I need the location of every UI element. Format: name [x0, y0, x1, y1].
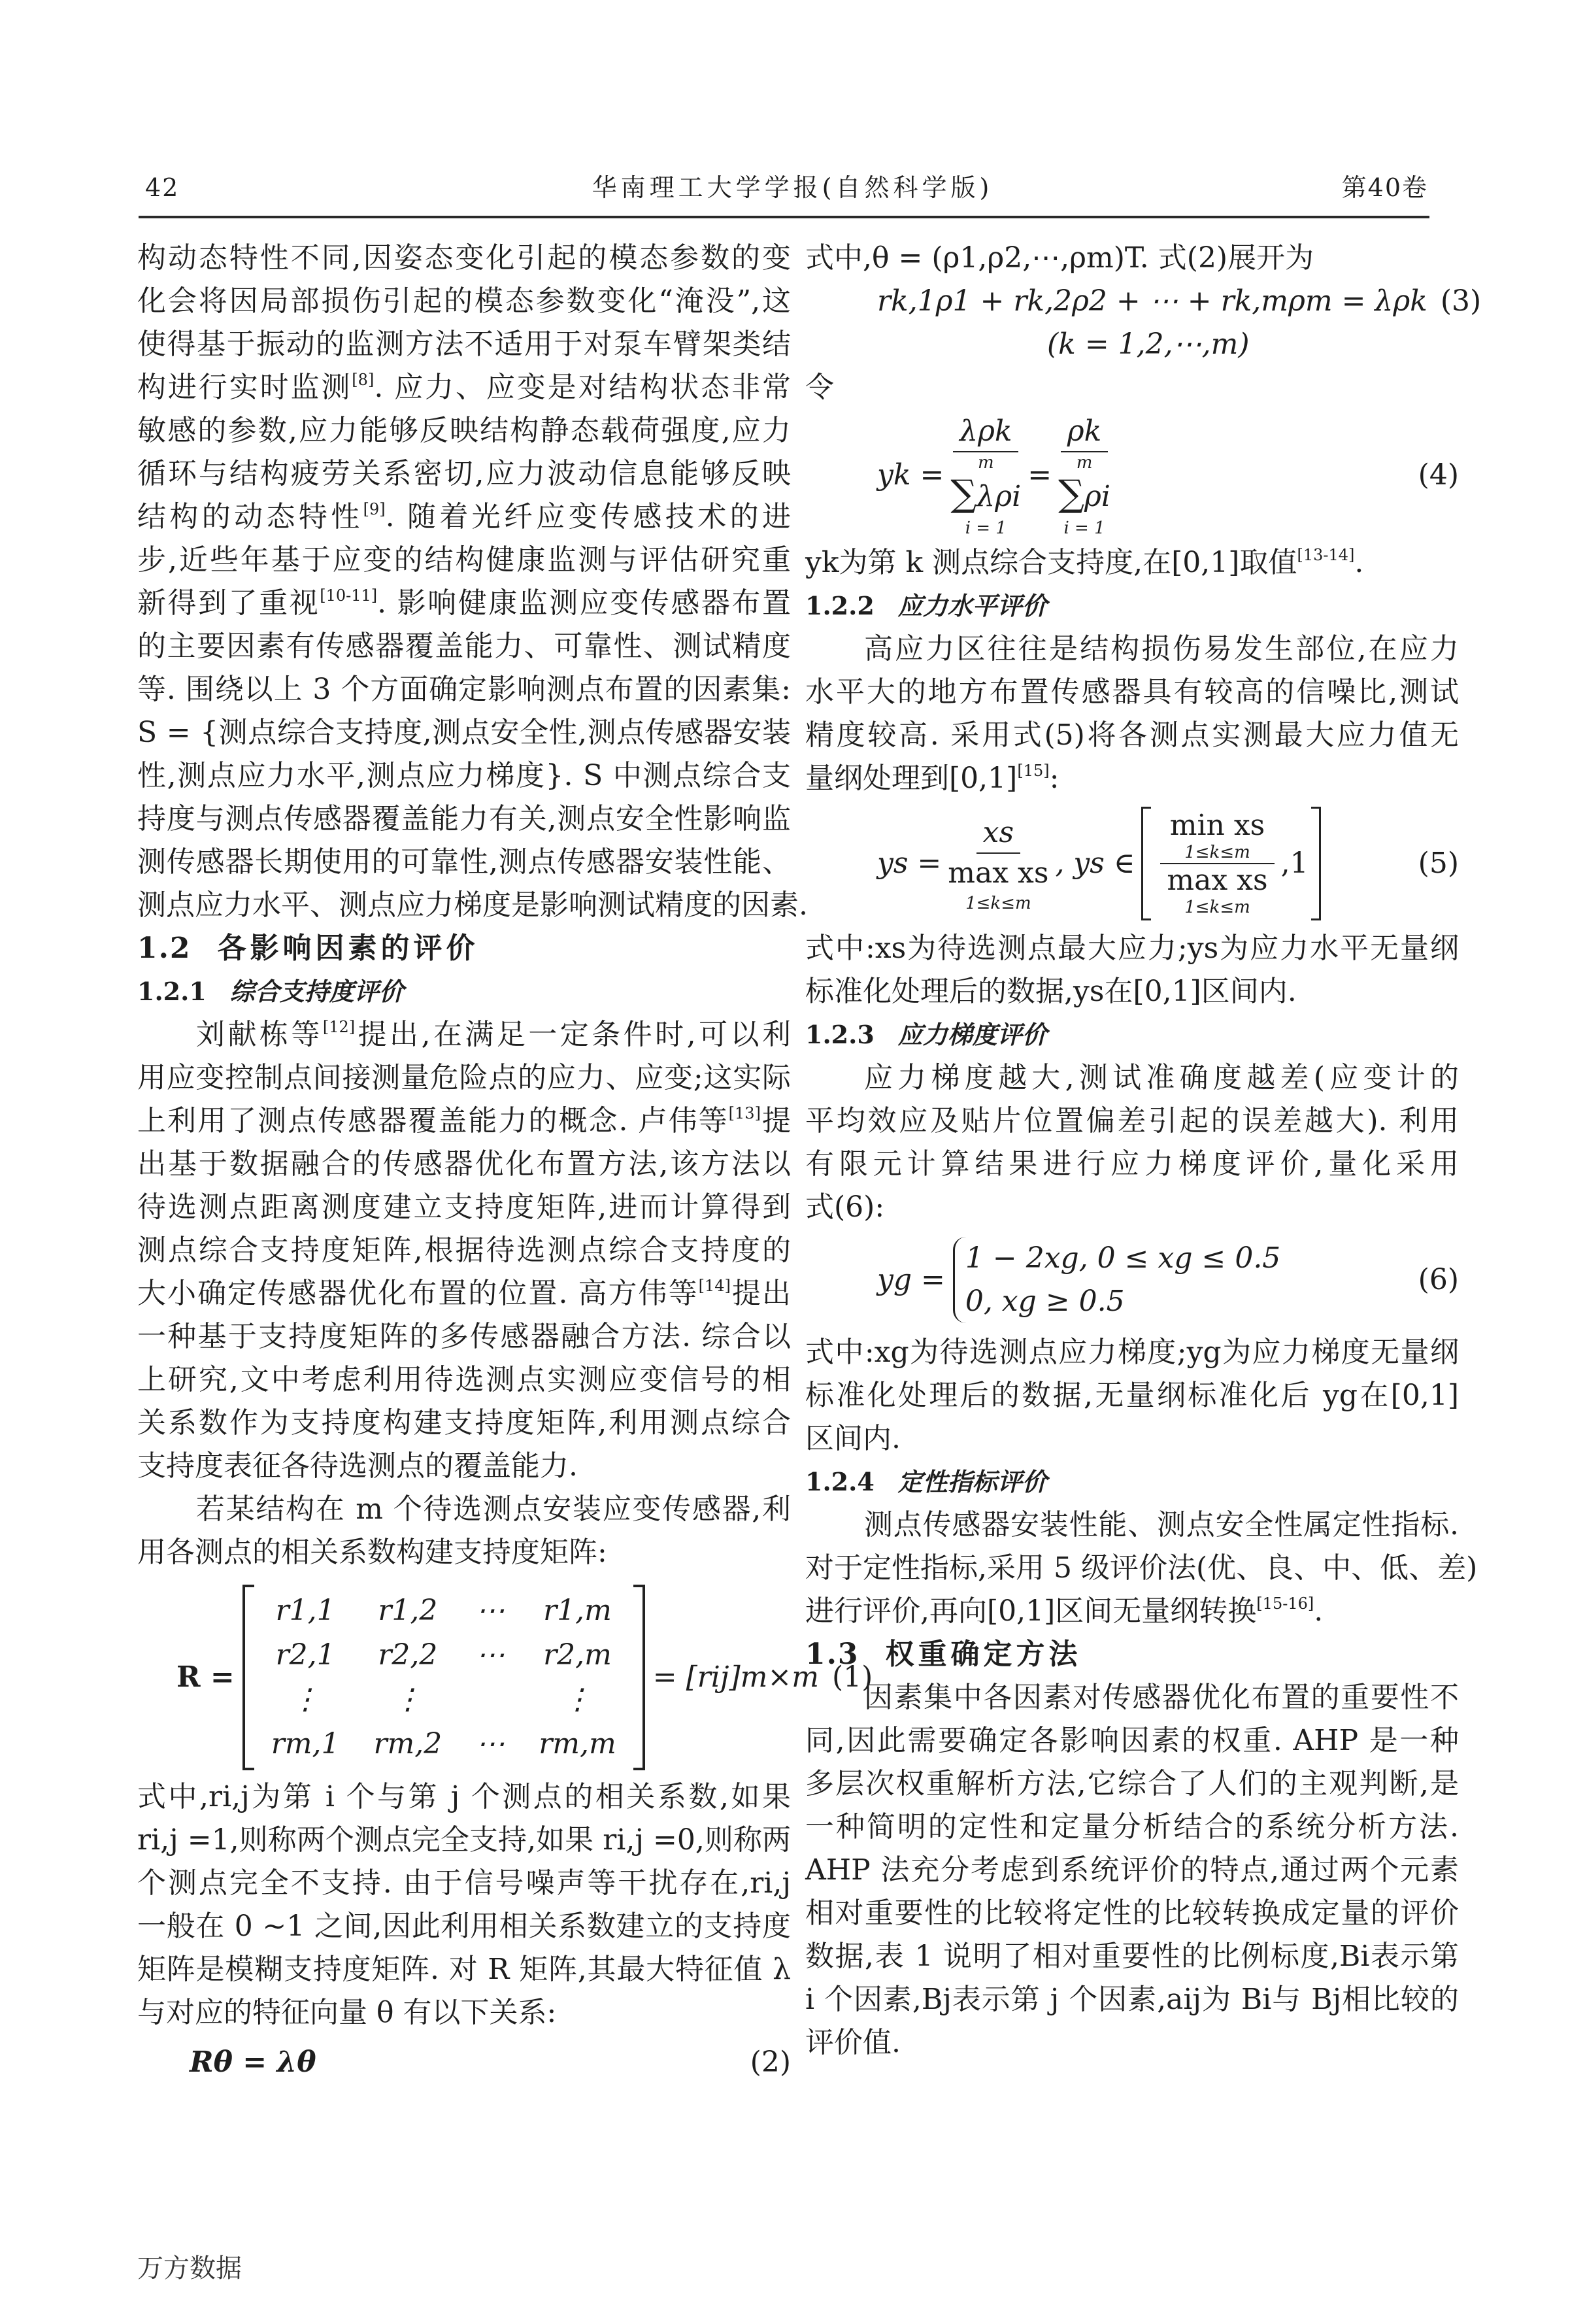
piecewise-cases — [953, 1237, 1280, 1323]
fraction — [1058, 412, 1110, 539]
section-heading-1-3: 1.3 权重确定方法 — [805, 1638, 1082, 1671]
text-line: i 个因素,Bj表示第 j 个因素,aij为 Bi与 Bj相比较的 — [805, 1983, 1459, 2016]
text-line: 步,近些年基于应变的结构健康监测与评估研究重 — [137, 543, 791, 577]
text-line: 测点传感器安装性能、测点安全性属定性指标. — [864, 1508, 1459, 1541]
text-line: 同,因此需要确定各影响因素的权重. AHP 是一种 — [805, 1724, 1459, 1757]
equation-1 — [137, 1585, 873, 1770]
section-heading-1-2-4: 1.2.4 定性指标评价 — [805, 1467, 1047, 1496]
text-line: 出基于数据融合的传感器优化布置方法,该方法以 — [137, 1147, 791, 1181]
text-line: 持度与测点传感器覆盖能力有关,测点安全性影响监 — [137, 802, 791, 835]
text-line: 等. 围绕以上 3 个方面确定影响测点布置的因素集: — [137, 673, 791, 706]
equation-4: yk = λρk m ∑λρi i = 1 = ρk m ∑ρi i = 1 (4) — [805, 412, 1459, 539]
volume-label: 第40卷 — [1341, 173, 1428, 202]
equation-5 — [805, 807, 1459, 920]
text-line: 高应力区往往是结构损伤易发生部位,在应力 — [864, 632, 1459, 665]
denominator: ρi — [1084, 480, 1110, 513]
right-column — [805, 237, 1482, 2064]
interval-upper: ,1 — [1280, 847, 1309, 880]
text-line: 标准化处理后的数据,ys在[0,1]区间内. — [805, 975, 1297, 1008]
sum-upper-limit: m — [977, 453, 994, 473]
numerator: min xs — [1169, 809, 1265, 842]
equation-number: (1) — [831, 1660, 873, 1694]
text-line: 一种简明的定性和定量分析结合的系统分析方法. — [805, 1810, 1459, 1844]
text-line: 式中,ri,j为第 i 个与第 j 个测点的相关系数,如果 — [137, 1780, 791, 1813]
text-line: 式(6): — [805, 1190, 885, 1224]
text-line: 数据,表 1 说明了相对重要性的比例标度,Bi表示第 — [805, 1940, 1459, 1973]
case-row: 0, xg ≥ 0.5 — [965, 1285, 1125, 1318]
equation-expr: rk,1ρ1 + rk,2ρ2 + ⋯ + rk,mρm = λρk — [877, 284, 1427, 318]
equation-2 — [137, 2041, 791, 2084]
denominator: max xs — [1160, 863, 1274, 897]
text-line: S = {测点综合支持度,测点安全性,测点传感器安装 — [137, 716, 791, 749]
text-line: 支持度表征各待选测点的覆盖能力. — [137, 1449, 578, 1483]
denominator: λρi — [976, 480, 1022, 513]
fraction — [948, 813, 1048, 914]
text-line: 与对应的特征向量 θ 有以下关系: — [137, 1996, 557, 2029]
citation[interactable]: [15] — [1017, 762, 1050, 780]
equation-lhs: R = — [176, 1660, 235, 1694]
text-line: 平均效应及贴片位置偏差引起的误差越大). 利用 — [805, 1104, 1459, 1137]
fraction — [950, 412, 1021, 539]
text-line: 上利用了测点传感器覆盖能力的概念. 卢伟等[13]提 — [137, 1104, 791, 1137]
paragraph — [805, 1056, 1459, 1229]
equation-lhs: ys = — [877, 847, 942, 880]
sum-lower-limit: i = 1 — [965, 518, 1007, 538]
text-line: 多层次权重解析方法,它综合了人们的主观判断,是 — [805, 1767, 1459, 1800]
citation[interactable]: [9] — [363, 500, 386, 518]
text-line: 关系数作为支持度构建支持度矩阵,利用测点综合 — [137, 1406, 791, 1440]
citation[interactable]: [12] — [322, 1018, 356, 1036]
text-line — [137, 496, 791, 539]
index-range: 1≤k≤m — [965, 894, 1031, 913]
text-line: 应力梯度越大,测试准确度越差(应变计的 — [864, 1061, 1459, 1094]
text-line: 矩阵是模糊支持度矩阵. 对 R 矩阵,其最大特征值 λ — [137, 1953, 791, 1986]
citation[interactable]: [13] — [728, 1104, 761, 1122]
sigma-icon: ∑ — [950, 473, 977, 515]
text-line: 式中:xg为待选测点应力梯度;yg为应力梯度无量纲 — [805, 1336, 1459, 1369]
index-range: 1≤k≤m — [1184, 843, 1250, 862]
text-line: 一般在 0 ~1 之间,因此利用相关系数建立的支持度 — [137, 1910, 791, 1943]
text-line — [137, 366, 791, 409]
text-line: 对于定性指标,采用 5 级评价法(优、良、中、低、差) — [805, 1551, 1478, 1585]
equation-rhs: = [rij]m×m — [652, 1660, 819, 1694]
text-line: 用各测点的相关系数构建支持度矩阵: — [137, 1536, 607, 1569]
matrix-r: r1,1 r1,2 ⋯ r1,m r2,1 r2,2 ⋯ r2,m ⋮ ⋮ ⋮ rm,1 rm,2 ⋯ rm,m — [242, 1585, 645, 1770]
index-range: 1≤k≤m — [1184, 898, 1250, 917]
section-heading-1-2-1: 1.2.1 综合支持度评价 — [137, 977, 404, 1006]
text-line — [137, 582, 791, 625]
section-heading-1-2-2: 1.2.2 应力水平评价 — [805, 591, 1047, 620]
text-line: 测点应力水平、测点应力梯度是影响测试精度的因素. — [137, 888, 808, 922]
text-line: 区间内. — [805, 1422, 901, 1455]
watermark-footer: 万方数据 — [137, 2253, 242, 2283]
equation-lhs: yk = — [877, 458, 944, 492]
paragraph — [805, 1504, 1478, 1633]
text-line: 上研究,文中考虑利用待选测点实测应变信号的相 — [137, 1363, 791, 1396]
citation[interactable]: [15-16] — [1256, 1594, 1314, 1613]
text-line: 有限元计算结果进行应力梯度评价,量化采用 — [805, 1147, 1459, 1181]
text-line: 进行评价,再向[0,1]区间无量纲转换[15-16]. — [805, 1594, 1324, 1628]
text-line: 因素集中各因素对传感器优化布置的重要性不 — [864, 1681, 1459, 1714]
text: . 应力、应变是对结构状态非常 — [374, 371, 791, 404]
text: . 影响健康监测应变传感器布置 — [377, 586, 791, 620]
text: 结构的动态特性 — [137, 500, 363, 533]
denominator: max xs — [948, 856, 1049, 890]
citation[interactable]: [10-11] — [320, 586, 378, 605]
text-line: 大小确定传感器优化布置的位置. 高方伟等[14]提出 — [137, 1277, 791, 1310]
case-row: 1 − 2xg, 0 ≤ xg ≤ 0.5 — [965, 1241, 1281, 1275]
paragraph — [137, 237, 808, 927]
text-line: 相对重要性的比较将定性的比较转换成定量的评价 — [805, 1896, 1459, 1930]
text-line: 精度较高. 采用式(5)将各测点实测最大应力值无 — [805, 718, 1459, 752]
citation[interactable]: [13-14] — [1297, 546, 1355, 564]
sum-lower-limit: i = 1 — [1063, 518, 1105, 538]
sum-upper-limit: m — [1076, 453, 1093, 473]
equation-number: (2) — [750, 2046, 791, 2079]
equation-6 — [805, 1237, 1459, 1323]
text-line: 待选测点距离测度建立支持度矩阵,进而计算得到 — [137, 1190, 791, 1224]
text-line: ri,j =1,则称两个测点完全支持,如果 ri,j =0,则称两 — [137, 1823, 791, 1857]
paragraph — [137, 1013, 791, 1488]
equation-number: (4) — [1418, 458, 1459, 492]
text-line: 标准化处理后的数据,无量纲标准化后 yg在[0,1] — [805, 1379, 1459, 1412]
text-line: 构动态特性不同,因姿态变化引起的模态参数的变 — [137, 241, 791, 275]
paragraph — [137, 1488, 791, 1574]
text-line: 量纲处理到[0,1][15]: — [805, 762, 1059, 795]
text-line: AHP 法充分考虑到系统评价的特点,通过两个元素 — [805, 1853, 1459, 1887]
text-line: 式中,θ = (ρ1,ρ2,⋯,ρm)T. 式(2)展开为 — [805, 241, 1314, 275]
paragraph — [137, 1776, 791, 2034]
equation-cond: (k = 1,2,⋯,m) — [1047, 328, 1250, 361]
text-line: 令 — [805, 371, 834, 404]
text-line: 性,测点应力水平,测点应力梯度}. S 中测点综合支 — [137, 759, 791, 792]
equation-number: (6) — [1418, 1263, 1459, 1296]
text-line: 个测点完全不支持. 由于信号噪声等干扰存在,ri,j — [137, 1866, 791, 1900]
text-line: 测点综合支持度矩阵,根据待选测点综合支持度的 — [137, 1234, 791, 1267]
text: 新得到了重视 — [137, 586, 320, 620]
numerator: λρk — [953, 412, 1018, 452]
paragraph — [805, 1331, 1459, 1460]
equation-number: (5) — [1418, 847, 1459, 880]
text-line: 式中:xs为待选测点最大应力;ys为应力水平无量纲 — [805, 932, 1459, 965]
page-number: 42 — [145, 173, 180, 202]
journal-title: 华南理工大学学报(自然科学版) — [592, 173, 993, 202]
equation-lhs: yg = — [877, 1263, 945, 1296]
text-line: 化会将因局部损伤引起的模态参数变化“淹没”,这 — [137, 284, 791, 318]
citation[interactable]: [8] — [352, 371, 375, 389]
paragraph — [805, 628, 1459, 800]
equation-3 — [805, 280, 1482, 323]
text-line: 一种基于支持度矩阵的多传感器融合方法. 综合以 — [137, 1320, 791, 1353]
text-line: yk为第 k 测点综合支持度,在[0,1]取值[13-14]. — [805, 546, 1364, 579]
text: 构进行实时监测 — [137, 371, 352, 404]
text-line: 的主要因素有传感器覆盖能力、可靠性、测试精度 — [137, 630, 791, 663]
numerator: xs — [976, 813, 1020, 854]
interval-bracket — [1141, 807, 1320, 920]
equation-expr: Rθ = λθ — [190, 2046, 316, 2079]
fraction — [1160, 809, 1274, 918]
text-line: 循环与结构疲劳关系密切,应力波动信息能够反映 — [137, 457, 792, 490]
text-line: 刘献栋等[12]提出,在满足一定条件时,可以利 — [196, 1018, 791, 1051]
paragraph — [805, 1676, 1459, 2064]
text-line: 测传感器长期使用的可靠性,测点传感器安装性能、 — [137, 845, 791, 879]
text-line: 若某结构在 m 个待选测点安装应变传感器,利 — [196, 1492, 791, 1526]
text-line: 水平大的地方布置传感器具有较高的信噪比,测试 — [805, 675, 1459, 709]
equation-mid: , ys ∈ — [1055, 847, 1135, 880]
text-line: 敏感的参数,应力能够反映结构静态载荷强度,应力 — [137, 414, 791, 447]
citation[interactable]: [14] — [698, 1277, 731, 1295]
equation-number: (3) — [1440, 284, 1482, 318]
header-rule — [139, 216, 1429, 218]
text-line: 评价值. — [805, 2026, 901, 2059]
text-line: 用应变控制点间接测量危险点的应力、应变;这实际 — [137, 1061, 791, 1094]
numerator: ρk — [1061, 412, 1109, 452]
text-line: 使得基于振动的监测方法不适用于对泵车臂架类结 — [137, 328, 791, 361]
paragraph — [805, 927, 1459, 1013]
section-heading-1-2: 1.2 各影响因素的评价 — [137, 932, 479, 965]
sigma-icon: ∑ — [1058, 473, 1085, 515]
equation-3-condition — [805, 323, 1459, 366]
text: . 随着光纤应变传感技术的进 — [385, 500, 791, 533]
section-heading-1-2-3: 1.2.3 应力梯度评价 — [805, 1020, 1047, 1049]
